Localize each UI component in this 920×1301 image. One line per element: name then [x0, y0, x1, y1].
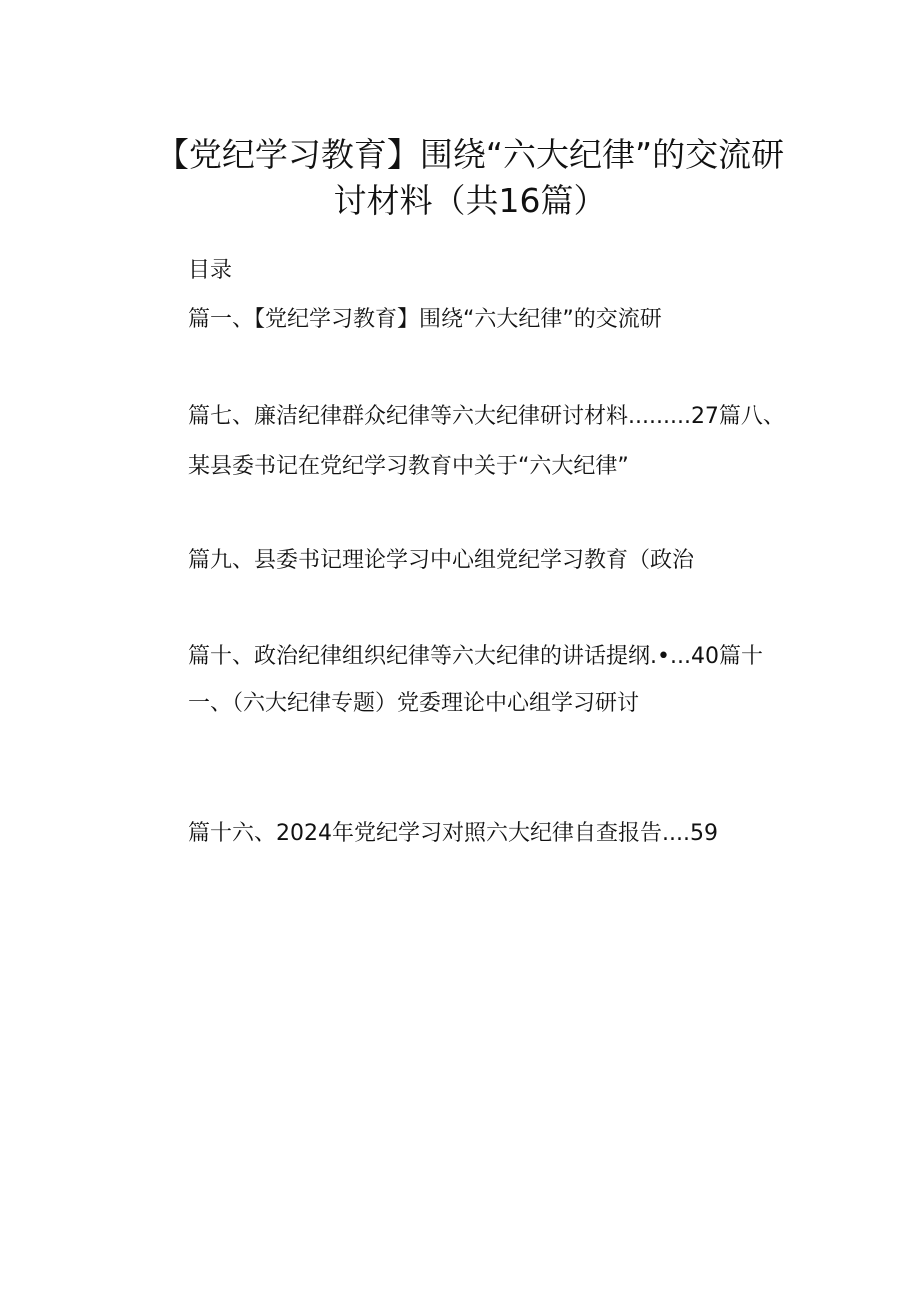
toc-entry-16: 篇十六、2024年党纪学习对照六大纪律自查报告....59 — [188, 821, 718, 846]
toc-entry-8: 某县委书记在党纪学习教育中关于“六大纪律” — [188, 454, 629, 479]
toc-heading: 目录 — [188, 258, 233, 283]
toc-entry-1: 篇一、【党纪学习教育】围绕“六大纪律”的交流研 — [188, 307, 662, 332]
toc-entry-10: 篇十、政治纪律组织纪律等六大纪律的讲话提纲.•...40篇十 — [188, 644, 763, 669]
title-line-2: 讨材料（共16篇） — [333, 181, 607, 220]
toc-entry-11: 一、（六大纪律专题）党委理论中心组学习研讨 — [188, 691, 640, 716]
title-line-1: 【党纪学习教育】围绕“六大纪律”的交流研 — [155, 135, 785, 174]
document-title — [150, 132, 790, 224]
toc-entry-9: 篇九、县委书记理论学习中心组党纪学习教育（政治 — [188, 548, 695, 573]
toc-entry-7: 篇七、廉洁纪律群众纪律等六大纪律研讨材料.........27篇八、 — [188, 404, 785, 429]
